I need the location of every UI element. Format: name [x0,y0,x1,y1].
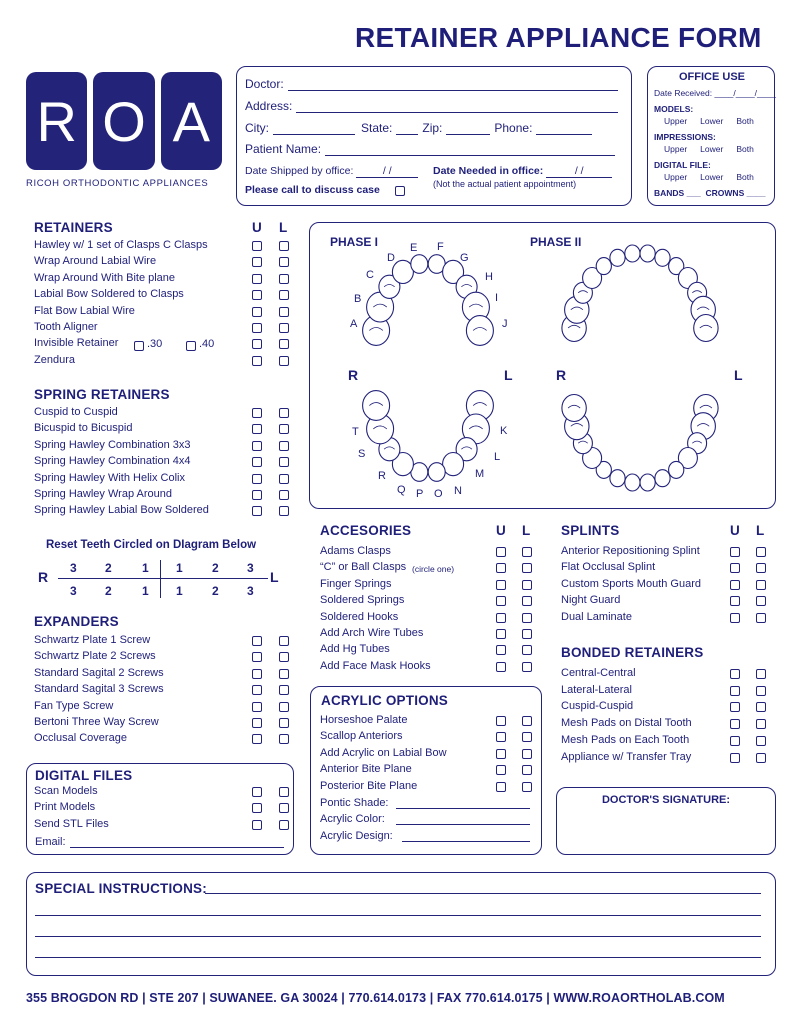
logo-letter-a: A [161,72,222,170]
tooth-letter-lower: L [494,451,501,463]
bonded-item-label: Appliance w/ Transfer Tray [561,750,692,763]
reset-v-line [160,560,161,598]
spring-lower-checkbox[interactable] [279,408,289,418]
expander-item-label: Standard Sagital 3 Screws [34,683,164,696]
spring-item-label: Spring Hawley Labial Bow Soldered [34,504,209,517]
phase2-upper-tooth[interactable] [694,315,718,342]
expander-upper-checkbox[interactable] [252,718,262,728]
phase1-lower-tooth[interactable] [443,453,464,476]
doctor-signature-label: DOCTOR'S SIGNATURE: [601,794,731,806]
splint-lower-checkbox[interactable] [756,580,766,590]
retainers-lower-checkbox[interactable] [279,356,289,366]
phase1-upper-tooth[interactable] [411,255,428,274]
splint-item-label: Night Guard [561,594,621,607]
bonded-lower-checkbox[interactable] [756,753,766,763]
office-use-title: OFFICE USE [678,71,745,83]
accessory-item-label: Add Hg Tubes [320,643,390,656]
retainers-upper-checkbox[interactable] [252,307,262,317]
retainers-heading: RETAINERS [34,220,113,235]
bonded-item-label: Central-Central [561,667,636,679]
phase2-upper-tooth[interactable] [596,258,611,275]
acrylic-item-label: Anterior Bite Plane [320,763,412,776]
expander-lower-checkbox[interactable] [279,669,289,679]
bonded-item-label: Mesh Pads on Distal Tooth [561,717,692,730]
phase1-l-label: L [504,367,513,383]
accessory-item-label: Soldered Springs [320,594,405,607]
retainers-upper-checkbox[interactable] [252,290,262,300]
roa-logo [26,72,222,170]
spring-upper-checkbox[interactable] [252,490,262,500]
impressions-options[interactable]: Upper Lower Both [664,144,754,154]
acrylic-item-label: Horseshoe Palate [320,714,408,726]
expander-upper-checkbox[interactable] [252,669,262,679]
accessory-item-label: Finger Springs [320,577,392,590]
bonded-upper-checkbox[interactable] [730,719,740,729]
acrylic-field-label: Acrylic Design: [320,829,393,842]
tooth-letter-upper: B [354,293,362,305]
phase2-lower-tooth[interactable] [640,474,655,491]
models-options[interactable]: Upper Lower Both [664,116,754,126]
reset-upper-tooth[interactable]: 2 [212,561,219,575]
bonded-upper-checkbox[interactable] [730,686,740,696]
dental-chart-svg [310,223,774,507]
phases-box [309,222,776,509]
patient-name-field[interactable]: Patient Name: [245,142,615,156]
retainers-lower-checkbox[interactable] [279,274,289,284]
phase1-label: PHASE I [330,235,379,249]
acrylic-upper-checkbox[interactable] [496,782,506,792]
digital-files-heading: DIGITAL FILES [35,768,133,783]
retainers-item-label: Invisible Retainer [34,337,119,350]
models-label: MODELS: [654,104,694,114]
retainers-lower-checkbox[interactable] [279,339,289,349]
bonded-lower-checkbox[interactable] [756,686,766,696]
digital-upper-checkbox[interactable] [252,787,262,797]
phase2-lower-tooth[interactable] [669,461,684,478]
retainers-lower-checkbox[interactable] [279,323,289,333]
accessory-upper-checkbox[interactable] [496,547,506,557]
tooth-letter-lower: O [434,488,443,500]
expander-item-label: Occlusal Coverage [34,732,127,745]
please-call-label: Please call to discuss case [245,184,380,196]
accessory-item-label: Add Arch Wire Tubes [320,627,424,639]
tooth-letter-lower: N [454,485,462,497]
acrylic-field-label: Pontic Shade: [320,797,389,809]
reset-upper-tooth[interactable]: 3 [247,561,254,575]
phase2-upper-tooth[interactable] [655,249,670,266]
spring-item-label: Spring Hawley Combination 3x3 [34,438,191,451]
accessories-u-header: U [496,523,506,538]
accessory-lower-checkbox[interactable] [522,596,532,606]
bonded-item-label: Lateral-Lateral [561,683,632,696]
retainers-l-header: L [279,220,288,235]
accessory-lower-checkbox[interactable] [522,580,532,590]
circle-one-note: (circle one) [412,564,455,574]
acrylic-options-heading: ACRYLIC OPTIONS [321,693,449,708]
splint-upper-checkbox[interactable] [730,580,740,590]
accessory-lower-checkbox[interactable] [522,563,532,573]
reset-r-label: R [38,569,49,585]
phase1-lower-tooth[interactable] [428,463,445,482]
invisible-thickness-checkbox[interactable] [134,341,144,351]
accessories-heading: ACCESORIES [320,523,412,538]
reset-upper-tooth[interactable]: 1 [176,561,183,575]
phase2-upper-tooth[interactable] [610,249,625,266]
tooth-letter-lower: T [352,426,359,438]
spring-upper-checkbox[interactable] [252,506,262,516]
phase2-lower-tooth[interactable] [625,474,640,491]
acrylic-lower-checkbox[interactable] [522,716,532,726]
phase2-r-label: R [556,367,567,383]
special-instructions-label: SPECIAL INSTRUCTIONS: [35,881,207,896]
impressions-label: IMPRESSIONS: [654,132,716,142]
phase2-upper-tooth[interactable] [640,245,655,262]
spring-upper-checkbox[interactable] [252,408,262,418]
accessory-item-label: Soldered Hooks [320,610,399,623]
accessory-lower-checkbox[interactable] [522,629,532,639]
email-field[interactable]: Email: [35,836,284,848]
spring-upper-checkbox[interactable] [252,441,262,451]
bonded-lower-checkbox[interactable] [756,669,766,679]
accessory-upper-checkbox[interactable] [496,629,506,639]
form-title: RETAINER APPLIANCE FORM [355,22,762,53]
accessory-upper-checkbox[interactable] [496,596,506,606]
digital-item-label: Scan Models [34,785,98,797]
acrylic-field-input[interactable] [396,824,530,825]
phase2-lower-tooth[interactable] [655,470,670,487]
digital-item-label: Print Models [34,801,96,814]
tooth-letter-lower: P [416,488,424,500]
reset-lower-tooth[interactable]: 2 [105,584,112,598]
retainers-upper-checkbox[interactable] [252,257,262,267]
retainers-item-label: Tooth Aligner [34,321,98,333]
tooth-letter-upper: C [366,269,374,281]
expander-lower-checkbox[interactable] [279,636,289,646]
splint-lower-checkbox[interactable] [756,613,766,623]
date-needed-field[interactable]: Date Needed in office: / / [433,165,612,178]
expander-lower-checkbox[interactable] [279,685,289,695]
spring-lower-checkbox[interactable] [279,457,289,467]
splint-item-label: Dual Laminate [561,610,632,623]
date-shipped-field[interactable]: Date Shipped by office: / / [245,165,418,178]
expander-lower-checkbox[interactable] [279,702,289,712]
spring-lower-checkbox[interactable] [279,490,289,500]
accessory-upper-checkbox[interactable] [496,580,506,590]
reset-lower-tooth[interactable]: 1 [142,584,149,598]
phase1-r-label: R [348,367,359,383]
reset-lower-tooth[interactable]: 1 [176,584,183,598]
tooth-letter-upper: A [350,318,358,330]
spring-retainers-heading: SPRING RETAINERS [34,387,170,402]
splint-lower-checkbox[interactable] [756,596,766,606]
acrylic-item-label: Posterior Bite Plane [320,779,418,792]
bands-crowns[interactable]: BANDS ___ CROWNS ____ [654,188,766,198]
splint-upper-checkbox[interactable] [730,596,740,606]
phase1-lower-tooth[interactable] [363,391,390,421]
tooth-letter-upper: F [437,241,444,253]
retainers-item-label: Zendura [34,353,75,366]
retainers-item-label: Wrap Around With Bite plane [34,271,176,284]
logo-subtitle: RICOH ORTHODONTIC APPLIANCES [26,178,209,189]
splints-heading: SPLINTS [561,523,620,538]
reset-upper-tooth[interactable]: 1 [142,561,149,575]
footer-address: 355 BROGDON RD | STE 207 | SUWANEE. GA 30024 | 770.614.0173 | FAX 770.614.0175 | WWW.ROAORTHOLAB.COM [26,991,725,1005]
spring-item-label: Cuspid to Cuspid [34,406,118,418]
bonded-upper-checkbox[interactable] [730,702,740,712]
expander-upper-checkbox[interactable] [252,734,262,744]
bonded-upper-checkbox[interactable] [730,669,740,679]
accessory-upper-checkbox[interactable] [496,613,506,623]
accessory-lower-checkbox[interactable] [522,645,532,655]
tooth-letter-lower: R [378,470,386,482]
accessory-lower-checkbox[interactable] [522,547,532,557]
bonded-lower-checkbox[interactable] [756,702,766,712]
expander-upper-checkbox[interactable] [252,652,262,662]
accessory-item-label: “C” or Ball Clasps [320,561,407,574]
acrylic-lower-checkbox[interactable] [522,782,532,792]
digital-upper-checkbox[interactable] [252,820,262,830]
retainers-upper-checkbox[interactable] [252,356,262,366]
spring-item-label: Spring Hawley Wrap Around [34,488,172,500]
special-instructions-box[interactable] [26,872,776,976]
acrylic-field-input[interactable] [402,841,530,842]
retainers-item-label: Wrap Around Labial Wire [34,255,157,268]
acrylic-field-label: Acrylic Color: [320,813,385,826]
reset-l-label: L [270,569,279,585]
reset-lower-tooth[interactable]: 3 [247,584,254,598]
phase2-l-label: L [734,367,743,383]
retainers-lower-checkbox[interactable] [279,290,289,300]
accessories-l-header: L [522,523,531,538]
bonded-item-label: Cuspid-Cuspid [561,700,634,713]
splint-upper-checkbox[interactable] [730,563,740,573]
splint-item-label: Flat Occlusal Splint [561,561,656,574]
bonded-lower-checkbox[interactable] [756,719,766,729]
retainers-lower-checkbox[interactable] [279,241,289,251]
digital-lower-checkbox[interactable] [279,803,289,813]
retainers-lower-checkbox[interactable] [279,257,289,267]
expander-upper-checkbox[interactable] [252,702,262,712]
invisible-thickness-label: .30 [147,338,163,350]
not-actual-note: (Not the actual patient appointment) [433,179,577,189]
expander-lower-checkbox[interactable] [279,734,289,744]
spring-lower-checkbox[interactable] [279,424,289,434]
invisible-thickness-checkbox[interactable] [186,341,196,351]
logo-letter-r: R [26,72,87,170]
doctor-signature-box[interactable] [556,787,776,855]
splints-l-header: L [756,523,765,538]
bonded-lower-checkbox[interactable] [756,736,766,746]
splints-u-header: U [730,523,740,538]
digital-lower-checkbox[interactable] [279,787,289,797]
acrylic-upper-checkbox[interactable] [496,749,506,759]
tooth-letter-upper: G [460,252,469,264]
accessory-item-label: Add Face Mask Hooks [320,659,431,672]
splint-upper-checkbox[interactable] [730,547,740,557]
expander-lower-checkbox[interactable] [279,718,289,728]
retainers-upper-checkbox[interactable] [252,323,262,333]
acrylic-upper-checkbox[interactable] [496,732,506,742]
date-received-label: Date Received: ____/____/____ [654,88,776,98]
please-call-checkbox[interactable] [395,186,405,196]
splint-item-label: Custom Sports Mouth Guard [561,577,702,590]
invisible-thickness-label: .40 [199,338,215,350]
phase2-lower-tooth[interactable] [562,395,586,422]
phase1-upper-tooth[interactable] [392,260,413,283]
digital-lower-checkbox[interactable] [279,820,289,830]
digital-item-label: Send STL Files [34,817,109,830]
phase1-upper-tooth[interactable] [466,316,493,346]
reset-upper-tooth[interactable]: 3 [70,561,77,575]
bonded-item-label: Mesh Pads on Each Tooth [561,733,690,746]
retainers-upper-checkbox[interactable] [252,241,262,251]
reset-lower-tooth[interactable]: 3 [70,584,77,598]
spring-lower-checkbox[interactable] [279,441,289,451]
accessory-upper-checkbox[interactable] [496,662,506,672]
retainers-upper-checkbox[interactable] [252,274,262,284]
tooth-letter-upper: I [495,292,499,304]
spring-lower-checkbox[interactable] [279,474,289,484]
accessory-upper-checkbox[interactable] [496,563,506,573]
tooth-letter-lower: Q [397,484,406,496]
reset-h-line [58,578,268,579]
spring-upper-checkbox[interactable] [252,457,262,467]
acrylic-upper-checkbox[interactable] [496,765,506,775]
retainers-item-label: Hawley w/ 1 set of Clasps C Clasps [34,239,208,251]
accessory-lower-checkbox[interactable] [522,613,532,623]
acrylic-upper-checkbox[interactable] [496,716,506,726]
bonded-upper-checkbox[interactable] [730,736,740,746]
digital-file-label: DIGITAL FILE: [654,160,711,170]
tooth-letter-upper: H [485,271,493,283]
phase2-upper-tooth[interactable] [625,245,640,262]
acrylic-lower-checkbox[interactable] [522,732,532,742]
tooth-letter-upper: D [387,252,395,264]
office-use-box [647,66,775,206]
splint-item-label: Anterior Repositioning Splint [561,545,700,557]
retainers-u-header: U [252,220,262,235]
digital-upper-checkbox[interactable] [252,803,262,813]
tooth-letter-upper: E [410,242,418,254]
bonded-upper-checkbox[interactable] [730,753,740,763]
accessory-item-label: Adams Clasps [320,545,391,557]
tooth-letter-lower: K [500,425,508,437]
phase2-label: PHASE II [530,235,582,249]
expander-upper-checkbox[interactable] [252,685,262,695]
expander-lower-checkbox[interactable] [279,652,289,662]
expander-item-label: Schwartz Plate 2 Screws [34,650,156,663]
reset-upper-tooth[interactable]: 2 [105,561,112,575]
acrylic-lower-checkbox[interactable] [522,765,532,775]
address-field[interactable]: Address: [245,99,618,113]
retainers-item-label: Flat Bow Labial Wire [34,304,135,317]
logo-letter-o: O [93,72,154,170]
bonded-retainers-heading: BONDED RETAINERS [561,645,704,660]
acrylic-item-label: Scallop Anteriors [320,730,403,743]
expander-item-label: Standard Sagital 2 Screws [34,666,164,679]
tooth-letter-lower: S [358,448,366,460]
retainers-upper-checkbox[interactable] [252,339,262,349]
expanders-heading: EXPANDERS [34,614,119,629]
spring-upper-checkbox[interactable] [252,424,262,434]
reset-teeth-title: Reset Teeth Circled on DIagram Below [46,539,257,551]
retainers-item-label: Labial Bow Soldered to Clasps [34,288,184,301]
expander-upper-checkbox[interactable] [252,636,262,646]
expander-item-label: Fan Type Screw [34,699,114,712]
phase2-lower-tooth[interactable] [610,470,625,487]
tooth-letter-lower: M [475,468,485,480]
acrylic-item-label: Add Acrylic on Labial Bow [320,746,447,759]
city-state-zip-phone[interactable]: City: State: Zip: Phone: [245,121,592,135]
acrylic-lower-checkbox[interactable] [522,749,532,759]
spring-item-label: Bicuspid to Bicuspid [34,422,133,435]
spring-upper-checkbox[interactable] [252,474,262,484]
digital-file-options[interactable]: Upper Lower Both [664,172,754,182]
spring-item-label: Spring Hawley With Helix Colix [34,471,185,484]
tooth-letter-upper: J [502,318,508,330]
expander-item-label: Bertoni Three Way Screw [34,716,159,728]
retainers-lower-checkbox[interactable] [279,307,289,317]
splint-lower-checkbox[interactable] [756,563,766,573]
accessory-lower-checkbox[interactable] [522,662,532,672]
splint-upper-checkbox[interactable] [730,613,740,623]
spring-item-label: Spring Hawley Combination 4x4 [34,455,191,468]
acrylic-field-input[interactable] [396,808,530,809]
spring-lower-checkbox[interactable] [279,506,289,516]
reset-lower-tooth[interactable]: 2 [212,584,219,598]
accessory-upper-checkbox[interactable] [496,645,506,655]
doctor-field[interactable]: Doctor: [245,77,618,91]
expander-item-label: Schwartz Plate 1 Screw [34,634,151,646]
splint-lower-checkbox[interactable] [756,547,766,557]
doctor-info-box [236,66,632,206]
